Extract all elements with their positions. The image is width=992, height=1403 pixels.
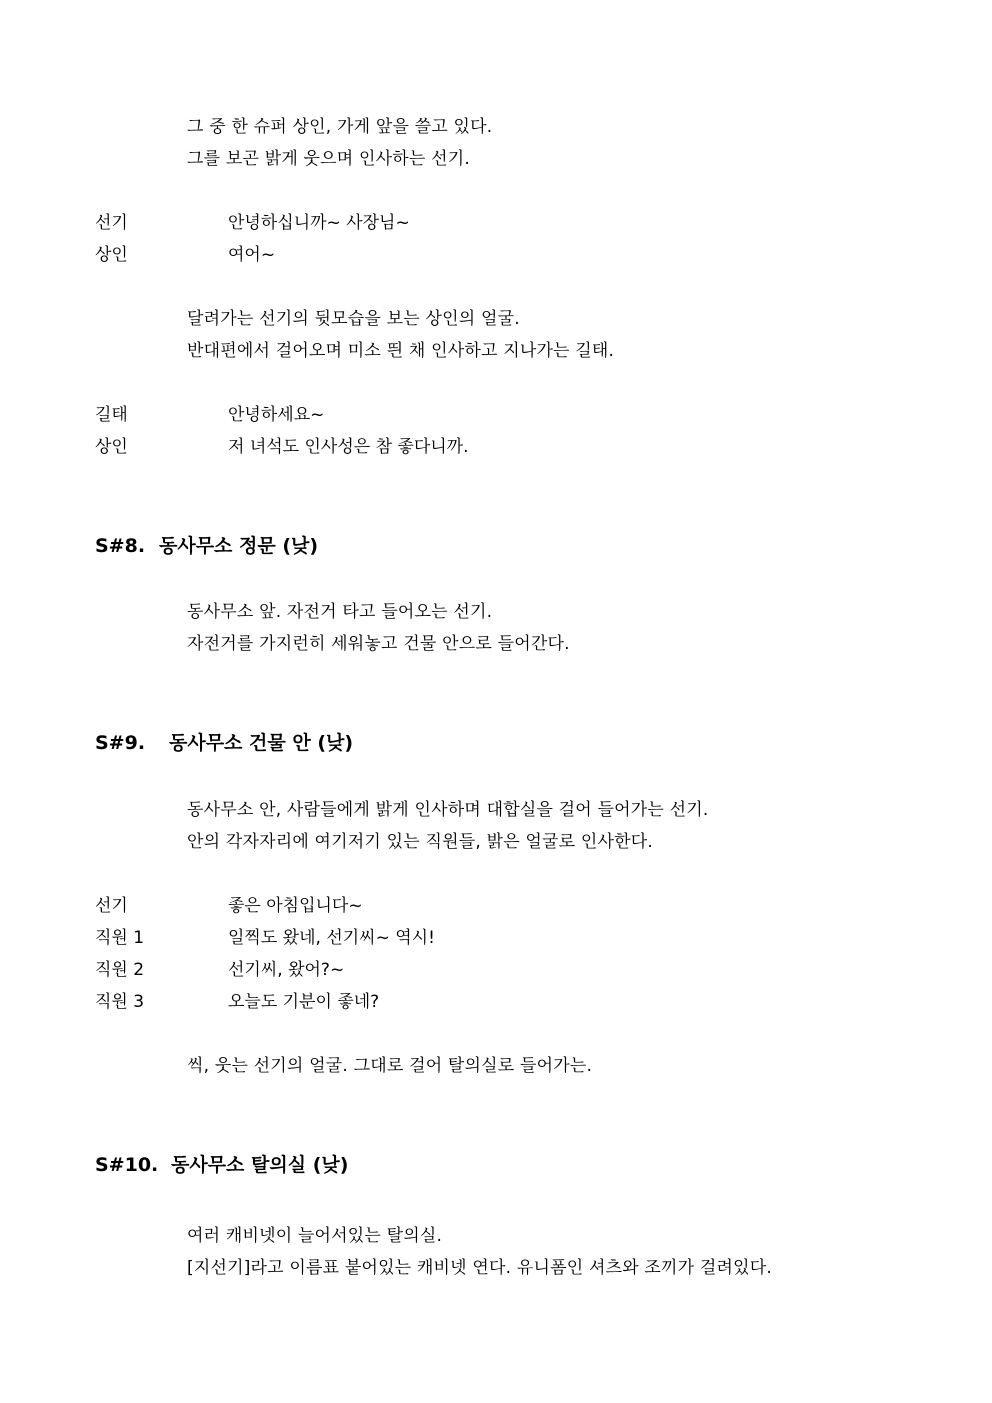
scene-heading — [95, 1149, 348, 1181]
dialogue-line: 오늘도 기분이 좋네? — [228, 992, 380, 1012]
action-line: 여러 캐비넷이 늘어서있는 탈의실. — [187, 1226, 443, 1246]
action-block — [187, 596, 570, 660]
dialogue-row — [95, 986, 435, 1018]
action-line: 그 중 한 슈퍼 상인, 가게 앞을 쓸고 있다. — [187, 117, 493, 137]
dialogue-block — [95, 399, 469, 463]
action-block — [187, 111, 492, 175]
action-block — [187, 1050, 592, 1082]
action-line: 반대편에서 걸어오며 미소 띈 채 인사하고 지나가는 길태. — [187, 341, 615, 361]
scene-title: 동사무소 건물 안 (낮) — [169, 732, 354, 754]
action-block — [187, 303, 614, 367]
speaker-name: 선기 — [95, 896, 128, 916]
scene-number: S#8. — [95, 535, 146, 557]
speaker-name: 직원 2 — [95, 960, 145, 980]
scene-number: S#9. — [95, 732, 146, 754]
action-block — [187, 794, 708, 858]
action-line: 씩, 웃는 선기의 얼굴. 그대로 걸어 탈의실로 들어가는. — [187, 1056, 593, 1076]
scene-heading — [95, 727, 353, 759]
speaker-name: 직원 3 — [95, 992, 145, 1012]
action-line: 그를 보곤 밝게 웃으며 인사하는 선기. — [187, 149, 470, 169]
action-line: 달려가는 선기의 뒷모습을 보는 상인의 얼굴. — [187, 309, 520, 329]
dialogue-line: 저 녀석도 인사성은 참 좋다니까. — [228, 437, 469, 457]
action-line: 자전거를 가지런히 세워놓고 건물 안으로 들어간다. — [187, 634, 570, 654]
action-line: 안의 각자자리에 여기저기 있는 직원들, 밝은 얼굴로 인사한다. — [187, 832, 653, 852]
action-line: [지선기]라고 이름표 붙어있는 캐비넷 연다. 유니폼인 셔츠와 조끼가 걸려있다. — [187, 1258, 772, 1278]
speaker-name: 상인 — [95, 245, 128, 265]
dialogue-line: 선기씨, 왔어?~ — [228, 960, 345, 980]
scene-title: 동사무소 정문 (낮) — [159, 535, 319, 557]
dialogue-line: 안녕하세요~ — [228, 405, 325, 425]
action-line: 동사무소 안, 사람들에게 밝게 인사하며 대합실을 걸어 들어가는 선기. — [187, 800, 709, 820]
speaker-name: 선기 — [95, 213, 128, 233]
dialogue-row — [95, 890, 435, 922]
action-line: 동사무소 앞. 자전거 타고 들어오는 선기. — [187, 602, 493, 622]
dialogue-row — [95, 207, 410, 239]
dialogue-line: 일찍도 왔네, 선기씨~ 역시! — [228, 928, 435, 948]
dialogue-row — [95, 431, 469, 463]
action-block — [187, 1220, 772, 1284]
speaker-name: 상인 — [95, 437, 128, 457]
dialogue-line: 좋은 아침입니다~ — [228, 896, 363, 916]
speaker-name: 직원 1 — [95, 928, 145, 948]
scene-title: 동사무소 탈의실 (낮) — [171, 1154, 349, 1176]
scene-number: S#10. — [95, 1154, 159, 1176]
dialogue-block — [95, 890, 435, 1018]
dialogue-row — [95, 239, 410, 271]
dialogue-row — [95, 954, 435, 986]
speaker-name: 길태 — [95, 405, 128, 425]
dialogue-row — [95, 399, 469, 431]
scene-heading — [95, 530, 318, 562]
dialogue-line: 여어~ — [228, 245, 276, 265]
dialogue-line: 안녕하십니까~ 사장님~ — [228, 213, 410, 233]
dialogue-block — [95, 207, 410, 271]
dialogue-row — [95, 922, 435, 954]
